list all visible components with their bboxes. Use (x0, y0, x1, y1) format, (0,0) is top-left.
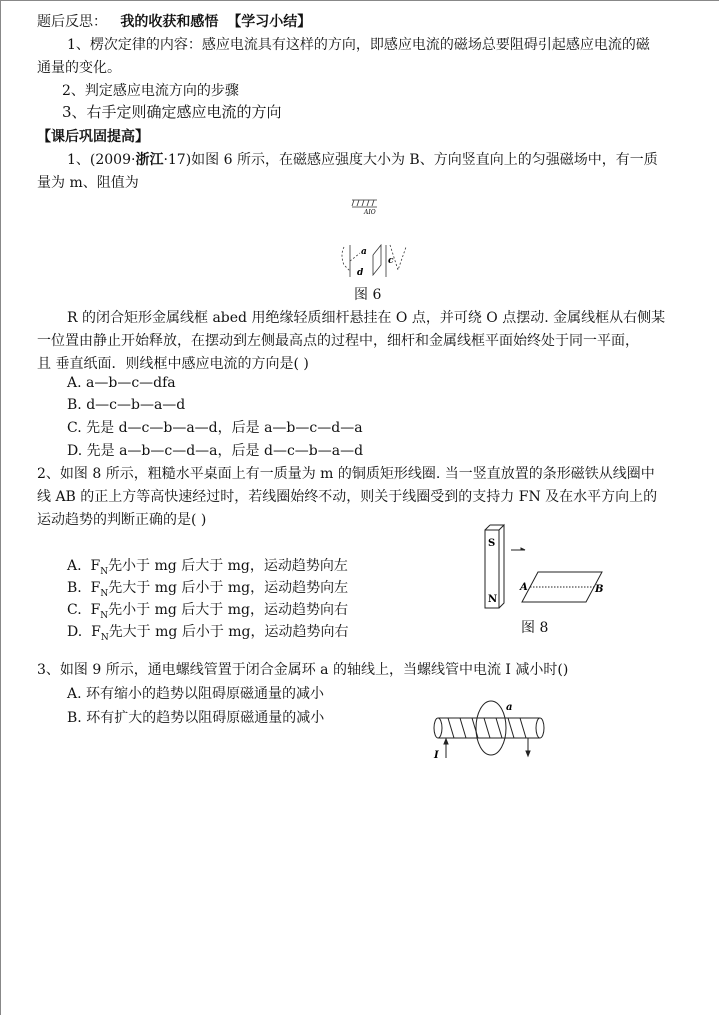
q3-option-a: A. 环有缩小的趋势以阻碍原磁通量的减小 (67, 686, 325, 702)
figure-6 (330, 195, 420, 285)
q2-option-a: A. $F_N$先小于 mg 后大于 mg，运动趋势向左 (67, 558, 348, 577)
q1-line-4: 一位置由静止开始释放，在摆动到左侧最高点的过程中，细杆和金属线框平面始终处于同一平面， (37, 333, 639, 349)
q1-option-b: B. d—c—b—a—d (67, 397, 186, 413)
summary-item-2: 2、判定感应电流方向的步骤 (62, 83, 239, 99)
figure-8 (480, 520, 610, 615)
svg-text:B: B (595, 584, 604, 595)
q1-option-d: D. 先是 a—b—c—d—a，后是 d—c—b—a—d (67, 443, 364, 459)
gains-label: 我的收获和感悟 (120, 14, 219, 30)
svg-text:a: a (506, 702, 513, 713)
summary-label: 【学习小结】 (227, 14, 312, 30)
figure-9 (428, 698, 553, 760)
q1-option-c: C. 先是 d—c—b—a—d，后是 a—b—c—d—a (67, 420, 363, 436)
q1-line-5: 且 垂直纸面．则线框中感应电流的方向是( ) (37, 356, 309, 372)
svg-text:S: S (488, 538, 496, 549)
q3-line-1: 3、如图 9 所示，通电螺线管置于闭合金属环 a 的轴线上，当螺线管中电流 I 减小时() (37, 662, 569, 678)
reflection-label: 题后反思： (37, 14, 107, 30)
svg-text:d: d (357, 268, 364, 278)
summary-item-1: 1、楞次定律的内容：感应电流具有这样的方向，即感应电流的磁场总要阻碍引起感应电流的磁 (67, 37, 650, 53)
summary-item-3: 3、右手定则确定感应电流的方向 (62, 103, 282, 121)
section-title: 【课后巩固提高】 (37, 129, 149, 145)
summary-heading-line (37, 12, 311, 32)
q2-line-3: 运动趋势的判断正确的是( ) (37, 512, 207, 528)
figure-6-caption: 图 6 (354, 287, 382, 303)
svg-text:A: A (520, 582, 528, 593)
svg-text:c: c (388, 256, 394, 266)
q2-line-1: 2、如图 8 所示，粗糙水平桌面上有一质量为 m 的铜质矩形线圈. 当一竖直放置的条形磁铁从线圈中 (37, 466, 655, 482)
summary-item-1-cont: 通量的变化。 (37, 60, 121, 76)
figure-label-aio: AIO (364, 209, 376, 216)
q1-option-a: A. a—b—c—dfa (67, 375, 176, 391)
figure-8-caption: 图 8 (521, 620, 549, 636)
q2-option-c: C. $F_N$先小于 mg 后大于 mg，运动趋势向右 (67, 602, 348, 621)
q3-option-b: B. 环有扩大的趋势以阻碍原磁通量的减小 (67, 710, 325, 726)
q2-option-d: D. $F_N$先大于 mg 后小于 mg，运动趋势向右 (67, 624, 349, 643)
q2-line-2: 线 AB 的正上方等高快速经过时，若线圈始终不动，则关于线圈受到的支持力 FN 及在水平方向上的 (37, 489, 658, 505)
svg-text:I: I (434, 750, 439, 760)
q1-line-1: 1、(2009·浙江·17)如图 6 所示，在磁感应强度大小为 B、方向竖直向上的匀强磁场中，有一质 (67, 152, 658, 168)
svg-text:a: a (361, 247, 367, 257)
q1-line-2: 量为 m、阻值为 (37, 175, 139, 191)
svg-text:N: N (488, 594, 498, 605)
q1-line-3: R 的闭合矩形金属线框 abed 用绝缘轻质细杆悬挂在 O 点，并可绕 O 点摆动. 金属线框从右侧某 (67, 310, 666, 326)
q2-option-b: B. $F_N$先大于 mg 后小于 mg，运动趋势向左 (67, 580, 349, 599)
